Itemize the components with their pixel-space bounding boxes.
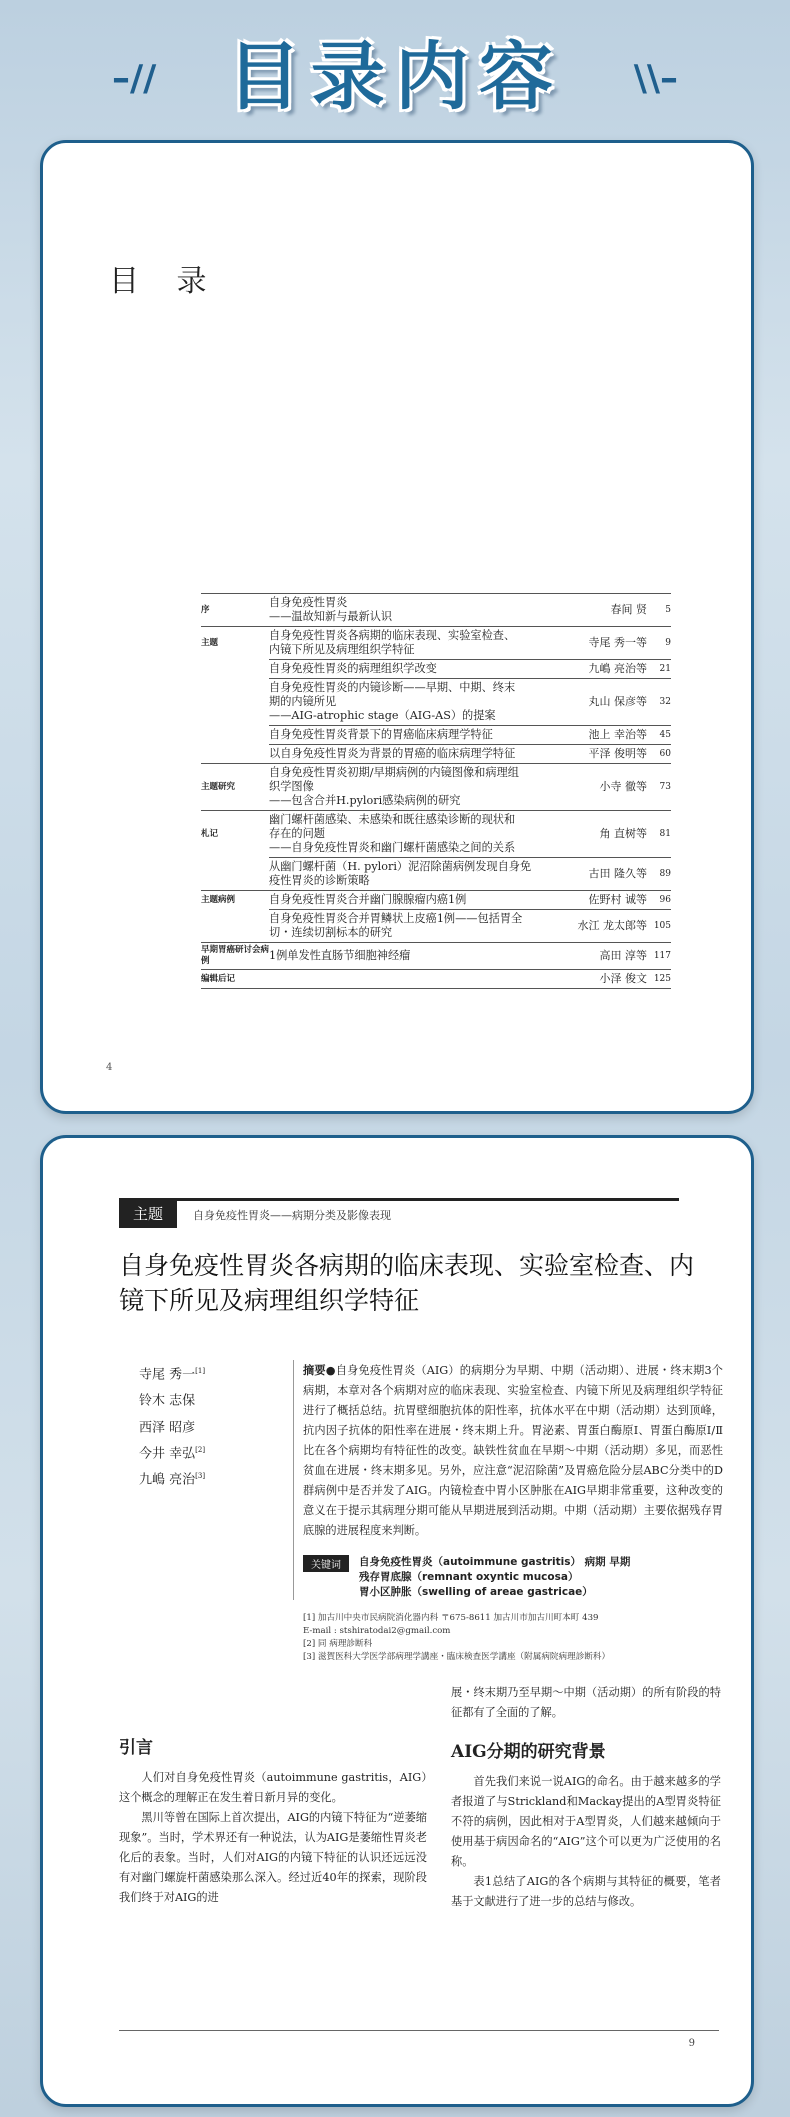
- continuation-paragraph: 展・终末期乃至早期～中期（活动期）的所有阶段的特征都有了全面的了解。: [451, 1686, 721, 1719]
- toc-entry-title: [269, 891, 565, 910]
- section2-paragraph: 表1总结了AIG的各个病期与其特征的概要，笔者基于文献进行了进一步的总结与修改。: [451, 1875, 721, 1908]
- toc-entry-author: 角 直树等: [565, 811, 647, 858]
- abstract-block: [303, 1360, 723, 1664]
- banner-deco-right: \\–: [633, 58, 678, 99]
- toc-entry-line: 自身免疫性胃炎的病理组织学改变: [269, 662, 437, 675]
- toc-entry-line: 内镜下所见及病理组织学特征: [269, 643, 415, 656]
- toc-entry-line: 从幽门螺杆菌（H. pylori）泥沼除菌病例发现自身免: [269, 860, 532, 873]
- toc-section-label: 序: [201, 594, 269, 627]
- toc-entry-line: 自身免疫性胃炎背景下的胃癌临床病理学特征: [269, 728, 493, 741]
- toc-entry-line: 期的内镜所见: [269, 695, 337, 708]
- toc-entry-title: [269, 745, 565, 764]
- toc-row: [201, 891, 671, 910]
- toc-section-label: 早期胃癌研讨会病例: [201, 943, 269, 970]
- banner-title: 目录内容: [227, 34, 563, 120]
- toc-entry-title: [269, 970, 565, 989]
- toc-entry-page: 81: [647, 811, 671, 858]
- toc-entry-page: 9: [647, 627, 671, 660]
- abstract-label: 摘要●: [303, 1363, 336, 1377]
- author: 九嶋 亮治[3]: [139, 1472, 206, 1488]
- toc-entry-author: 古田 隆久等: [565, 858, 647, 891]
- affiliation-email: E-mail : stshiratodai2@gmail.com: [303, 1626, 451, 1636]
- toc-entry-line: 自身免疫性胃炎合并幽门腺腺瘤内癌1例: [269, 893, 467, 906]
- toc-entry-title: [269, 627, 565, 660]
- keyword-line: 自身免疫性胃炎（autoimmune gastritis） 病期 早期: [359, 1556, 631, 1568]
- toc-entry-author: 小寺 徹等: [565, 764, 647, 811]
- toc-entry-page: 5: [647, 594, 671, 627]
- article-topic: 自身免疫性胃炎——病期分类及影像表现: [193, 1209, 391, 1222]
- toc-entry-author: 寺尾 秀一等: [565, 627, 647, 660]
- article-page-card: [40, 1135, 754, 2107]
- toc-row: [201, 811, 671, 858]
- toc-entry-page: 32: [647, 679, 671, 726]
- author: 西泽 昭彦: [139, 1419, 196, 1435]
- left-column: [119, 1733, 427, 1908]
- banner-deco-left: –//: [112, 58, 157, 99]
- toc-section-label: 主题: [201, 627, 269, 660]
- author: 铃木 志保: [139, 1393, 196, 1409]
- author-list: [139, 1360, 259, 1492]
- toc-entry-author: 平泽 俊明等: [565, 745, 647, 764]
- section2-paragraph: 首先我们来说一说AIG的命名。由于越来越多的学者报道了与Strickland和Mackay提出的A型胃炎特征不符的病例，因此相对于A型胃炎，人们越来越倾向于使用基于病因命名的“AIG”这个可以更为广泛使用的名称。: [451, 1775, 721, 1868]
- toc-entry-title: [269, 858, 565, 891]
- toc-entry-line: 存在的问题: [269, 827, 325, 840]
- toc-entry-line: 自身免疫性胃炎: [269, 596, 348, 609]
- toc-section-label: [201, 660, 269, 679]
- toc-entry-title: [269, 764, 565, 811]
- toc-section-label: [201, 910, 269, 943]
- toc-entry-title: [269, 811, 565, 858]
- toc-entry-author: 九嶋 亮治等: [565, 660, 647, 679]
- keyword-line: 胃小区肿胀（swelling of areae gastricae）: [359, 1586, 593, 1598]
- toc-section-label: [201, 858, 269, 891]
- intro-paragraph: 人们对自身免疫性胃炎（autoimmune gastritis，AIG）这个概念的理解正在发生着日新月异的变化。: [119, 1771, 427, 1804]
- toc-entry-page: 45: [647, 726, 671, 745]
- toc-entry-author: 高田 淳等: [565, 943, 647, 970]
- toc-entry-author: 春间 贤: [565, 594, 647, 627]
- toc-entry-page: 105: [647, 910, 671, 943]
- affiliation: [3] 滋賀医科大学医学部病理学講座・臨床検査医学講座（附属病院病理診断科）: [303, 1652, 611, 1662]
- toc-entry-page: 21: [647, 660, 671, 679]
- toc-entry-line: 以自身免疫性胃炎为背景的胃癌的临床病理学特征: [269, 747, 516, 760]
- toc-row: [201, 764, 671, 811]
- affiliations: [303, 1612, 723, 1664]
- article-tag: 主题: [119, 1201, 177, 1228]
- toc-entry-title: [269, 943, 565, 970]
- toc-section-label: [201, 679, 269, 726]
- toc-row: [201, 594, 671, 627]
- toc-entry-page: 117: [647, 943, 671, 970]
- keywords: [303, 1555, 723, 1600]
- toc-entry-line: ——温故知新与最新认识: [269, 610, 393, 623]
- toc-entry-page: 89: [647, 858, 671, 891]
- toc-entry-author: 水江 龙太郎等: [565, 910, 647, 943]
- toc-row: [201, 679, 671, 726]
- toc-row: [201, 910, 671, 943]
- toc-entry-author: 丸山 保彦等: [565, 679, 647, 726]
- toc-section-label: 主题病例: [201, 891, 269, 910]
- toc-row: [201, 943, 671, 970]
- toc-entry-title: [269, 660, 565, 679]
- toc-row: [201, 627, 671, 660]
- toc-entry-line: 自身免疫性胃炎初期/早期病例的内镜图像和病理组: [269, 766, 519, 779]
- intro-heading: 引言: [119, 1738, 153, 1758]
- toc-section-label: 主题研究: [201, 764, 269, 811]
- article-topbar: [119, 1198, 679, 1231]
- keyword-line: 残存胃底腺（remnant oxyntic mucosa）: [359, 1571, 579, 1583]
- footer-rule: [119, 2030, 719, 2031]
- toc-entry-title: [269, 910, 565, 943]
- toc-entry-line: ——自身免疫性胃炎和幽门螺杆菌感染之间的关系: [269, 841, 516, 854]
- toc-page-number: 4: [106, 1062, 113, 1073]
- toc-entry-line: 织学图像: [269, 780, 314, 793]
- intro-paragraph: 黑川等曾在国际上首次提出，AIG的内镜下特征为“逆萎缩现象”。当时，学术界还有一种说法，认为AIG是萎缩性胃炎老化后的表象。当时，人们对AIG的内镜下特征的认识还远远没有对幽门螺旋杆菌感染那么深入。经过近40年的探索，现阶段我们终于对AIG的进: [119, 1811, 427, 1904]
- toc-entry-title: [269, 726, 565, 745]
- toc-entry-line: 幽门螺杆菌感染、未感染和既往感染诊断的现状和: [269, 813, 516, 826]
- toc-entry-page: 96: [647, 891, 671, 910]
- toc-section-label: 札记: [201, 811, 269, 858]
- author: 寺尾 秀一[1]: [139, 1367, 206, 1383]
- section2-heading: AIG分期的研究背景: [451, 1742, 606, 1762]
- toc-page-card: [40, 140, 754, 1114]
- toc-section-label: [201, 745, 269, 764]
- right-column: [451, 1683, 721, 1912]
- article-page-number: 9: [688, 2038, 695, 2049]
- toc-section-label: 编辑后记: [201, 970, 269, 989]
- toc-entry-author: 佐野村 诚等: [565, 891, 647, 910]
- abstract-divider: [293, 1360, 294, 1600]
- affiliation: [1] 加古川中央市民病院消化器内科 〒675-8611 加古川市加古川町本町 439: [303, 1613, 599, 1623]
- toc-entry-line: ——AIG-atrophic stage（AIG-AS）的提案: [269, 709, 496, 722]
- toc-row: [201, 858, 671, 891]
- toc-entry-line: 切・连续切割标本的研究: [269, 926, 393, 939]
- abstract: [303, 1360, 723, 1541]
- toc-entry-line: ——包含合并H.pylori感染病例的研究: [269, 794, 461, 807]
- toc-entry-page: 60: [647, 745, 671, 764]
- toc-row: [201, 726, 671, 745]
- toc-entry-page: 73: [647, 764, 671, 811]
- toc-entry-author: 小泽 俊文: [565, 970, 647, 989]
- toc-entry-author: 池上 幸治等: [565, 726, 647, 745]
- banner: [0, 0, 790, 135]
- author: 今井 幸弘[2]: [139, 1445, 206, 1462]
- toc-entry-line: 疫性胃炎的诊断策略: [269, 874, 370, 887]
- toc-row: [201, 970, 671, 989]
- toc-entry-line: 1例单发性直肠节细胞神经瘤: [269, 949, 411, 962]
- toc-entry-line: 自身免疫性胃炎的内镜诊断——早期、中期、终末: [269, 681, 516, 694]
- toc-entry-title: [269, 679, 565, 726]
- toc-entry-title: [269, 594, 565, 627]
- toc-entry-line: 自身免疫性胃炎各病期的临床表现、实验室检查、: [269, 629, 516, 642]
- toc-entry-page: 125: [647, 970, 671, 989]
- toc-row: [201, 745, 671, 764]
- toc-section-label: [201, 726, 269, 745]
- keywords-label: 关键词: [303, 1555, 349, 1572]
- affiliation: [2] 同 病理診断科: [303, 1639, 373, 1649]
- toc-entry-line: 自身免疫性胃炎合并胃鳞状上皮癌1例——包括胃全: [269, 912, 523, 925]
- toc-heading: 目 录: [109, 264, 221, 299]
- article-title: 自身免疫性胃炎各病期的临床表现、实验室检查、内镜下所见及病理组织学特征: [119, 1251, 695, 1315]
- abstract-text: 自身免疫性胃炎（AIG）的病期分为早期、中期（活动期）、进展・终末期3个病期，本章对各个病期对应的临床表现、实验室检查、内镜下所见及病理组织学特征进行了概括总结。抗胃壁细胞抗体的阳性率，抗体水平在中期（活动期）达到顶峰，抗内因子抗体的阳性率在进展・终末期上升。胃泌素、胃蛋白酶原Ⅰ、胃蛋白酶原Ⅰ/Ⅱ比在各个病期均有特征性的改变。缺铁性贫血在早期～中期（活动期）多见，而恶性贫血在进展・终末期多见。另外，应注意“泥沼除菌”及胃癌危险分层ABC分类中的D群病例中是否并发了AIG。内镜检查中胃小区肿胀在AIG早期非常重要，这种改变的意义在于提示其病理分期可能从早期进展到活动期。中期（活动期）主要依据残存胃底腺的进展程度来判断。: [303, 1364, 723, 1537]
- toc-row: [201, 660, 671, 679]
- toc-table: [201, 593, 671, 989]
